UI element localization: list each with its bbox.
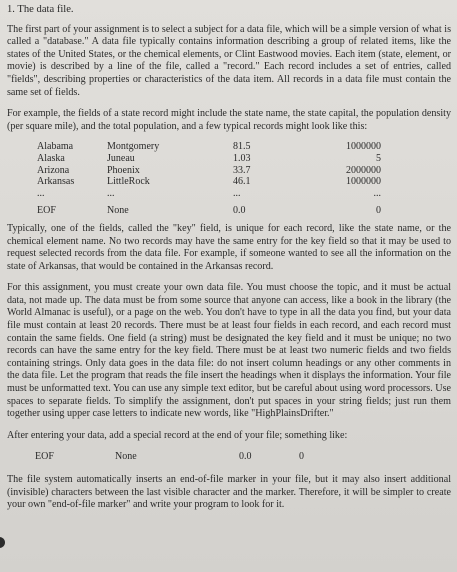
record-density: 46.1 [233, 176, 251, 188]
after-entering-paragraph: After entering your data, add a special record at the end of your file; something like: [7, 429, 348, 441]
eof-record-example [35, 451, 451, 464]
example-paragraph: For example, the fields of a state record might include the state name, the state capital, the population density (per square mile), and the total population, and a few typical records might look like this: [7, 108, 451, 132]
record-population: 1000000 [346, 176, 381, 188]
record-capital: None [107, 205, 129, 217]
eof-density: 0.0 [239, 451, 252, 463]
eof-name: EOF [35, 451, 54, 463]
record-capital: LittleRock [107, 176, 150, 188]
intro-paragraph: The first part of your assignment is to select a subject for a data file, which will be a simple version of what is called a "database." A data file typically contains information describing a group of related items, like the states of the United States, or the chemical elements, or Clint Eastwood movies. Each item (state, element, or movie) is described by a line of the file, called a "record." Each record includes a set of entries, called "fields", describing properties or characteristics of the data item. All records in a data file must contain the same set of fields. [7, 23, 451, 98]
sample-records-table [37, 141, 381, 217]
table-row [37, 153, 381, 165]
record-ellipsis: ... [373, 187, 381, 199]
record-name: EOF [37, 205, 56, 217]
table-row [37, 188, 381, 200]
record-population: 1000000 [346, 141, 381, 153]
eof-population: 0 [299, 451, 304, 463]
record-density: 81.5 [233, 141, 251, 153]
table-row [37, 141, 381, 153]
record-ellipsis: ... [37, 187, 45, 199]
record-ellipsis: ... [107, 187, 115, 199]
record-population: 5 [376, 152, 381, 164]
eof-capital: None [115, 451, 137, 463]
record-name: Alabama [37, 141, 74, 153]
table-row [37, 205, 381, 217]
record-capital: Phoenix [107, 164, 140, 176]
record-ellipsis: ... [233, 187, 241, 199]
final-paragraph: The file system automatically inserts an end-of-file marker in your file, but it may also insert additional (invisible) characters between the last visible character and the marker. Therefore, it will be simpler to create your own "end-of-file marker" and write your program to look for it. [7, 474, 451, 511]
table-row [37, 165, 381, 177]
assignment-paragraph: For this assignment, you must create your own data file. You must choose the topic, and it must be actual data, not made up. The data must be from some source that anyone can access, like a book in the library (the World Almanac is useful), or a page on the web. You don't have to type in all the data you find, but your data file must contain at least 20 records. There must be at least four fields in each record, and each record must contain the same fields. One field (a string) must be designated the key field and it must be unique; no two records can have the same entry for the key field. There must be at least two numeric fields and two fields containing strings. Only data goes in the data file: do not insert column headings or any other comments in the data file. Let the program that reads the file insert the headings when it displays the information. Your file must be unformatted text. You can use any simple text editor, but be careful about using word processors. Use spaces to separate fields. To simplify the assignment, don't put spaces in your string fields; just run them together using upper case letters to indicate new words, like "HighPlainsDrifter." [7, 282, 451, 420]
record-name: Alaska [37, 152, 65, 164]
record-capital: Juneau [107, 152, 135, 164]
table-row [37, 176, 381, 188]
bullet-mark [0, 537, 5, 548]
record-density: 33.7 [233, 164, 251, 176]
record-population: 0 [376, 205, 381, 217]
record-density: 0.0 [233, 205, 246, 217]
record-population: 2000000 [346, 164, 381, 176]
record-name: Arizona [37, 164, 70, 176]
section-heading: 1. The data file. [7, 4, 74, 15]
record-capital: Montgomery [107, 141, 160, 153]
record-name: Arkansas [37, 176, 75, 188]
key-field-paragraph: Typically, one of the fields, called the "key" field, is unique for each record, like the state name, or the chemical element name. No two records may have the same entry for the key field so that it may be used to request selected records from the data file. For example, if someone wanted to see all the information on the state of Arkansas, that would be contained in the Arkansas record. [7, 222, 451, 272]
record-density: 1.03 [233, 152, 251, 164]
